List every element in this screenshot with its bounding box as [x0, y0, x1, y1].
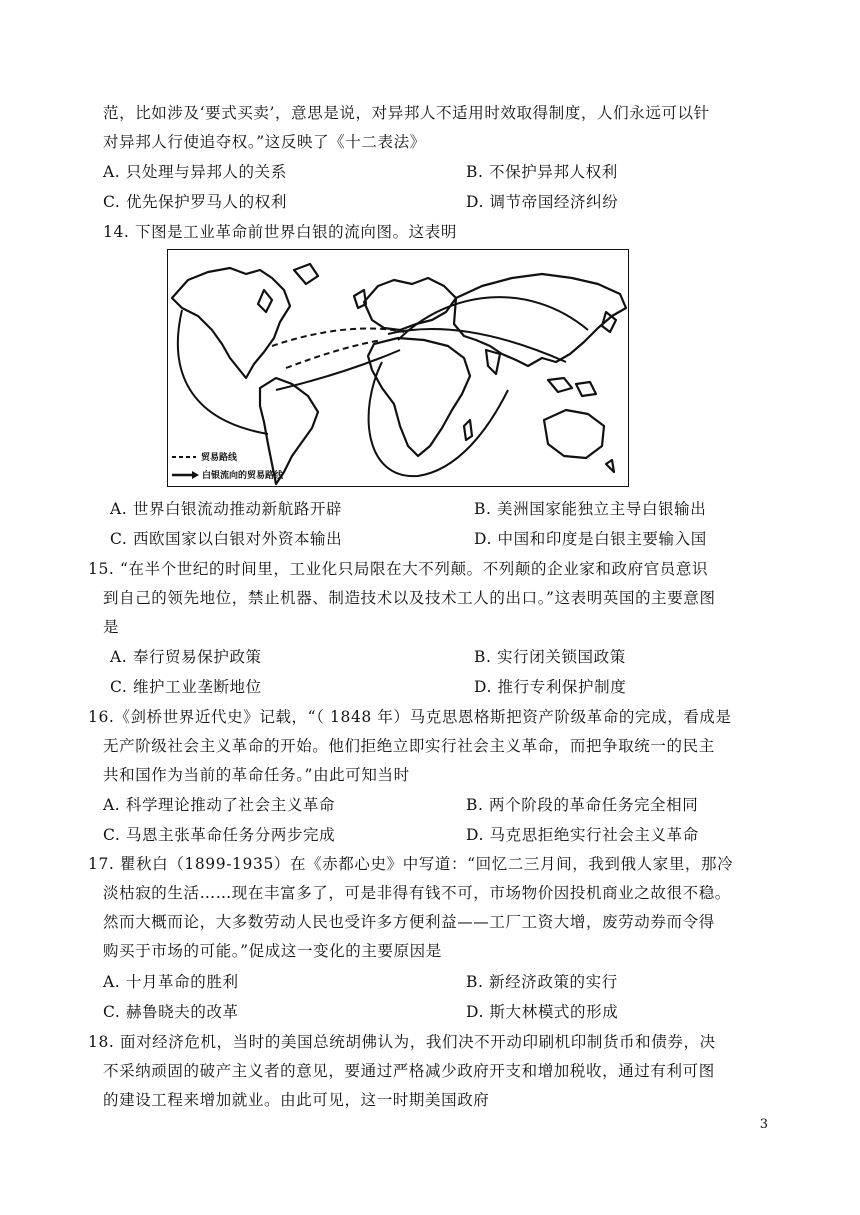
intro-line-2: 对异邦人行使追夺权。”这反映了《十二表法》	[103, 133, 426, 151]
q15-option-c: C. 维护工业垄断地位	[110, 678, 262, 696]
legend-arrow-head	[192, 471, 199, 479]
q15-option-b: B. 实行闭关锁国政策	[474, 648, 626, 666]
q17-line-2: 淡枯寂的生活……现在丰富多了，可是非得有钱不可，市场物价因投机商业之故很不稳。	[103, 884, 731, 902]
legend-silver-route: 白银流向的贸易路线	[202, 471, 284, 481]
silver-route-europe-asia	[388, 329, 566, 362]
world-map-drawing	[168, 250, 629, 487]
silver-route-pacific	[178, 310, 268, 434]
silver-flow-map	[167, 249, 629, 487]
q15-line-3: 是	[103, 618, 120, 636]
q16-line-2: 无产阶级社会主义革命的开始。他们拒绝立即实行社会主义革命，而把争取统一的民主	[103, 737, 715, 755]
silver-route-asia-arc	[398, 297, 588, 340]
q17-option-c: C. 赫鲁晓夫的改革	[103, 1003, 239, 1021]
silver-route-cape	[369, 362, 508, 476]
q14-option-b: B. 美洲国家能独立主导白银输出	[474, 500, 707, 518]
africa-outline	[368, 338, 470, 456]
q15-line-1: 15. “在半个世纪的时间里，工业化只局限在大不列颠。不列颠的企业家和政府官员意识	[88, 560, 709, 578]
q15-option-d: D. 推行专利保护制度	[474, 678, 627, 696]
q17-option-a: A. 十月革命的胜利	[103, 973, 239, 991]
intro-line-1: 范，比如涉及‘要式买卖’，意思是说，对异邦人不适用时效取得制度，人们永远可以针	[103, 104, 710, 122]
q16-option-b: B. 两个阶段的革命任务完全相同	[466, 796, 699, 814]
q14-stem: 14. 下图是工业革命前世界白银的流向图。这表明	[103, 223, 457, 241]
q13-option-d: D. 调节帝国经济纠纷	[466, 193, 619, 211]
q17-line-4: 购买于市场的可能。”促成这一变化的主要原因是	[103, 942, 442, 960]
q14-option-a: A. 世界白银流动推动新航路开辟	[110, 500, 343, 518]
q16-option-c: C. 马恩主张革命任务分两步完成	[103, 826, 336, 844]
q14-option-d: D. 中国和印度是白银主要输入国	[474, 530, 707, 548]
q16-option-a: A. 科学理论推动了社会主义革命	[103, 796, 336, 814]
north-america-outline	[172, 268, 290, 378]
q17-option-b: B. 新经济政策的实行	[466, 973, 618, 991]
q18-line-3: 的建设工程来增加就业。由此可见，这一时期美国政府	[103, 1091, 490, 1109]
q17-line-1: 17. 瞿秋白（1899-1935）在《赤都心史》中写道：“回忆二三月间，我到俄人家里，那冷	[88, 855, 734, 873]
q15-line-2: 到自己的领先地位，禁止机器、制造技术以及技术工人的出口。”这表明英国的主要意图	[103, 589, 716, 607]
q17-line-3: 然而大概而论，大多数劳动人民也受许多方便利益——工厂工资大增，废劳动券而令得	[103, 913, 715, 931]
q13-option-a: A. 只处理与异邦人的关系	[103, 163, 287, 181]
q14-option-c: C. 西欧国家以白银对外资本输出	[110, 530, 343, 548]
silver-route-americas-europe	[276, 350, 400, 390]
q18-line-2: 不采纳顽固的破产主义者的意见，要通过严格减少政府开支和增加税收，通过有利可图	[103, 1062, 715, 1080]
q15-option-a: A. 奉行贸易保护政策	[110, 648, 262, 666]
australia-outline	[544, 410, 604, 458]
trade-route-transatlantic	[272, 328, 404, 346]
q16-option-d: D. 马克思拒绝实行社会主义革命	[466, 826, 699, 844]
q13-option-b: B. 不保护异邦人权利	[466, 163, 618, 181]
europe-outline	[364, 278, 456, 330]
q18-line-1: 18. 面对经济危机，当时的美国总统胡佛认为，我们决不开动印刷机印制货币和债券，决	[88, 1033, 716, 1051]
q16-line-1: 16.《剑桥世界近代史》记载，“（ 1848 年）马克思恩格斯把资产阶级革命的完成，看成是	[88, 708, 732, 726]
page-number: 3	[759, 1117, 768, 1132]
q16-line-3: 共和国作为当前的革命任务。”由此可知当时	[103, 766, 410, 784]
q17-option-d: D. 斯大林模式的形成	[466, 1003, 619, 1021]
legend-trade-route: 贸易路线	[201, 453, 238, 463]
q13-option-c: C. 优先保护罗马人的权利	[103, 193, 287, 211]
